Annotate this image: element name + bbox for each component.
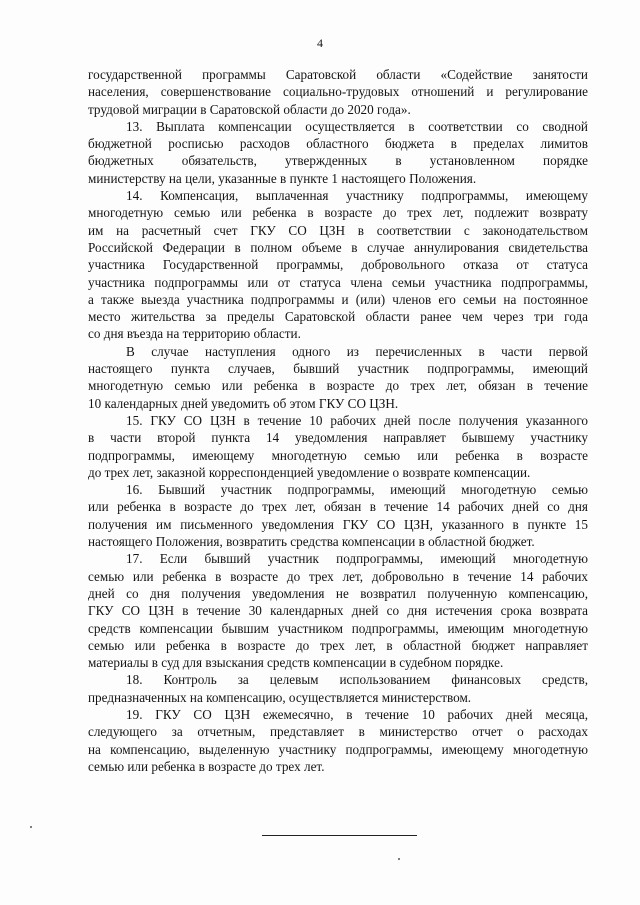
text-line: населения, совершенствование социально-трудовых отношений и регулирование — [88, 84, 588, 100]
text-line: многодетную семью или ребенка в возрасте до трех лет, обязан в течение — [88, 378, 588, 394]
text-line: участника Государственной программы, добровольного отказа от статуса — [88, 257, 588, 273]
text-line: министерству на цели, указанные в пункте 1 настоящего Положения. — [88, 170, 477, 186]
text-line: предназначенных на компенсацию, осуществляется министерством. — [88, 689, 472, 705]
page-number: 4 — [317, 36, 323, 50]
closing-rule — [262, 835, 417, 836]
text-line: им на расчетный счет ГКУ СО ЦЗН в соответствии с законодательством — [88, 222, 588, 238]
text-line: или ребенка в возрасте до трех лет, обязан в течение 14 рабочих дней со дня — [88, 499, 588, 515]
scan-speck — [30, 826, 32, 828]
text-line: получения им письменного уведомления ГКУ СО ЦЗН, указанного в пункте 15 — [88, 516, 588, 532]
paragraph — [88, 66, 588, 118]
text-line: до трех лет, заказной корреспонденцией уведомление о возврате компенсации. — [88, 464, 531, 480]
paragraph — [88, 481, 588, 550]
text-line: семью или ребенка в возрасте до трех лет, добровольно в течение 14 рабочих — [88, 568, 588, 584]
text-line: материалы в суд для взыскания средств компенсации в судебном порядке. — [88, 655, 504, 671]
scan-speck — [398, 858, 400, 860]
text-line: настоящего пункта случаев, бывший участник подпрограммы, имеющий — [88, 361, 588, 377]
text-line: семью или ребенка в возрасте до трех лет. — [88, 758, 325, 774]
text-line: 18. Контроль за целевым использованием финансовых средств, — [126, 672, 588, 688]
paragraph — [88, 706, 588, 775]
paragraph — [88, 671, 588, 706]
paragraph — [88, 118, 588, 187]
text-line: бюджетной росписью расходов областного бюджета в пределах лимитов — [88, 136, 588, 152]
text-line: семью или ребенка в возрасте до трех лет, в областной бюджет направляет — [88, 637, 588, 653]
text-line: многодетную семью или ребенка в возрасте до трех лет, подлежит возврату — [88, 205, 588, 221]
text-line: подпрограммы, имеющему многодетную семью или ребенка в возрасте — [88, 447, 588, 463]
text-line: средств компенсации бывшим участником подпрограммы, имеющим многодетную — [88, 620, 588, 636]
text-line: а также выезда участника подпрограммы и (или) членов его семьи на постоянное — [88, 291, 588, 307]
text-line: бюджетных обязательств, утвержденных в установленном порядке — [88, 153, 588, 169]
text-line: со дня въезда на территорию области. — [88, 326, 301, 342]
text-line: 16. Бывший участник подпрограммы, имеющий многодетную семью — [126, 482, 588, 498]
text-line: настоящего Положения, возвратить средства компенсации в областной бюджет. — [88, 534, 535, 550]
text-line: ГКУ СО ЦЗН в течение 30 календарных дней со дня истечения срока возврата — [88, 603, 588, 619]
text-line: следующего за отчетным, представляет в министерство отчет о расходах — [88, 724, 588, 740]
text-line: 17. Если бывший участник подпрограммы, имеющий многодетную — [126, 551, 588, 567]
text-line: участника подпрограммы или от статуса члена семьи участника подпрограммы, — [88, 274, 588, 290]
text-line: трудовой миграции в Саратовской области до 2020 года». — [88, 101, 411, 117]
text-line: 14. Компенсация, выплаченная участнику подпрограммы, имеющему — [126, 188, 588, 204]
paragraph — [88, 412, 588, 481]
text-line: 13. Выплата компенсации осуществляется в соответствии со сводной — [126, 118, 588, 134]
text-line: В случае наступления одного из перечисленных в части первой — [126, 343, 588, 359]
text-line: 19. ГКУ СО ЦЗН ежемесячно, в течение 10 рабочих дней месяца, — [126, 706, 588, 722]
paragraph — [88, 343, 588, 412]
text-line: в части второй пункта 14 уведомления направляет бывшему участнику — [88, 430, 588, 446]
paragraph — [88, 187, 588, 343]
text-line: место жительства за пределы Саратовской области ранее чем через три года — [88, 309, 588, 325]
text-line: на компенсацию, выделенную участнику подпрограммы, имеющему многодетную — [88, 741, 588, 757]
document-body — [88, 66, 588, 775]
text-line: государственной программы Саратовской области «Содействие занятости — [88, 67, 588, 82]
text-line: 15. ГКУ СО ЦЗН в течение 10 рабочих дней после получения указанного — [126, 412, 588, 428]
paragraph — [88, 550, 588, 671]
text-line: 10 календарных дней уведомить об этом ГКУ СО ЦЗН. — [88, 395, 399, 411]
text-line: дней со дня получения уведомления не возвратил полученную компенсацию, — [88, 585, 588, 601]
text-line: Российской Федерации в полном объеме в случае аннулирования свидетельства — [88, 239, 588, 255]
